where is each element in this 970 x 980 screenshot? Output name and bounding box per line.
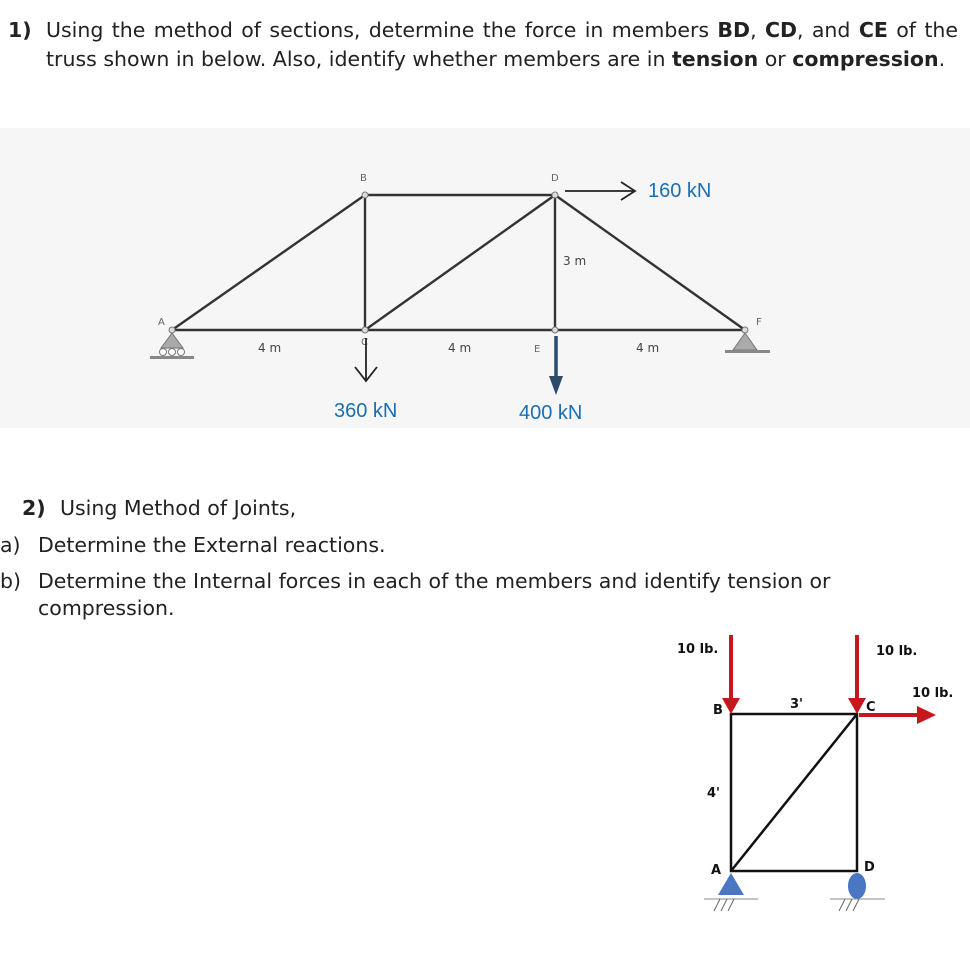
load-400-label: 400 kN [519,402,583,424]
load-arrow-160 [565,182,635,200]
truss-1-members [172,195,745,330]
member-cd-line [365,195,555,330]
question-2a-label: a) [0,533,21,557]
joint-a [169,327,175,333]
load-c-vertical-label: 10 lb. [876,644,918,659]
member-bd: BD [717,18,751,42]
question-2a-text: Determine the External reactions. [38,533,386,557]
joint-c [362,327,368,333]
load-160-label: 160 kN [648,180,712,202]
load-arrow-c-vertical [848,635,866,714]
question-2a [0,531,952,559]
question-1-number: 1) [8,18,32,42]
compression-word: compression [792,47,939,71]
pin-support-a [704,873,758,911]
dim-width-label: 3' [790,697,804,712]
roller-support-a [150,333,194,359]
question-2-number: 2) [22,496,46,520]
joint-b [362,192,368,198]
node-b-label: B [360,173,367,184]
load-360-label: 360 kN [334,400,398,422]
dim-span-2: 4 m [448,341,472,355]
tension-word: tension [671,47,759,71]
load-arrow-b [722,635,740,714]
truss-figure-2 [640,625,970,955]
node-d-label: D [551,173,559,184]
member-ce: CE [858,18,888,42]
truss-1-diagram [0,128,970,428]
joint-f [742,327,748,333]
node-e-label: E [534,344,541,355]
dim-height-label: 4' [707,786,721,801]
question-2 [0,494,952,631]
question-2b [0,568,952,622]
question-2-title-row [22,494,952,522]
roller-support-d [830,873,885,911]
node-c-label: C [361,337,368,348]
load-arrow-400 [549,336,563,395]
member-ab-line [172,195,365,330]
truss-figure-1 [0,128,970,428]
dim-span-3: 4 m [636,341,660,355]
load-c-horizontal-label: 10 lb. [912,686,954,701]
pin-support-f [725,333,770,353]
dim-height: 3 m [563,254,587,268]
node-a-label-2: A [711,863,722,878]
dim-span-1: 4 m [258,341,282,355]
node-d-label-2: D [864,860,875,875]
member-ac-diagonal [731,714,857,871]
node-a-label: A [158,317,165,328]
question-2b-text: Determine the Internal forces in each of the members and identify tension or compression. [38,569,831,620]
node-c-label-2: C [866,700,876,715]
joint-d [552,192,558,198]
truss-2-diagram [640,625,970,955]
node-b-label-2: B [713,703,723,718]
node-f-label: F [756,317,762,328]
question-1-text: Using the method of sections, determine the force in members BD, CD, and CE of the truss shown in below. Also, identify whether members are in tension or compression. [46,18,958,71]
question-2-title: Using Method of Joints, [60,496,297,520]
question-2b-label: b) [0,569,22,593]
joint-e [552,327,558,333]
load-arrow-360 [355,338,377,381]
load-b-label: 10 lb. [677,642,719,657]
member-cd: CD [764,18,797,42]
question-1 [8,16,958,74]
